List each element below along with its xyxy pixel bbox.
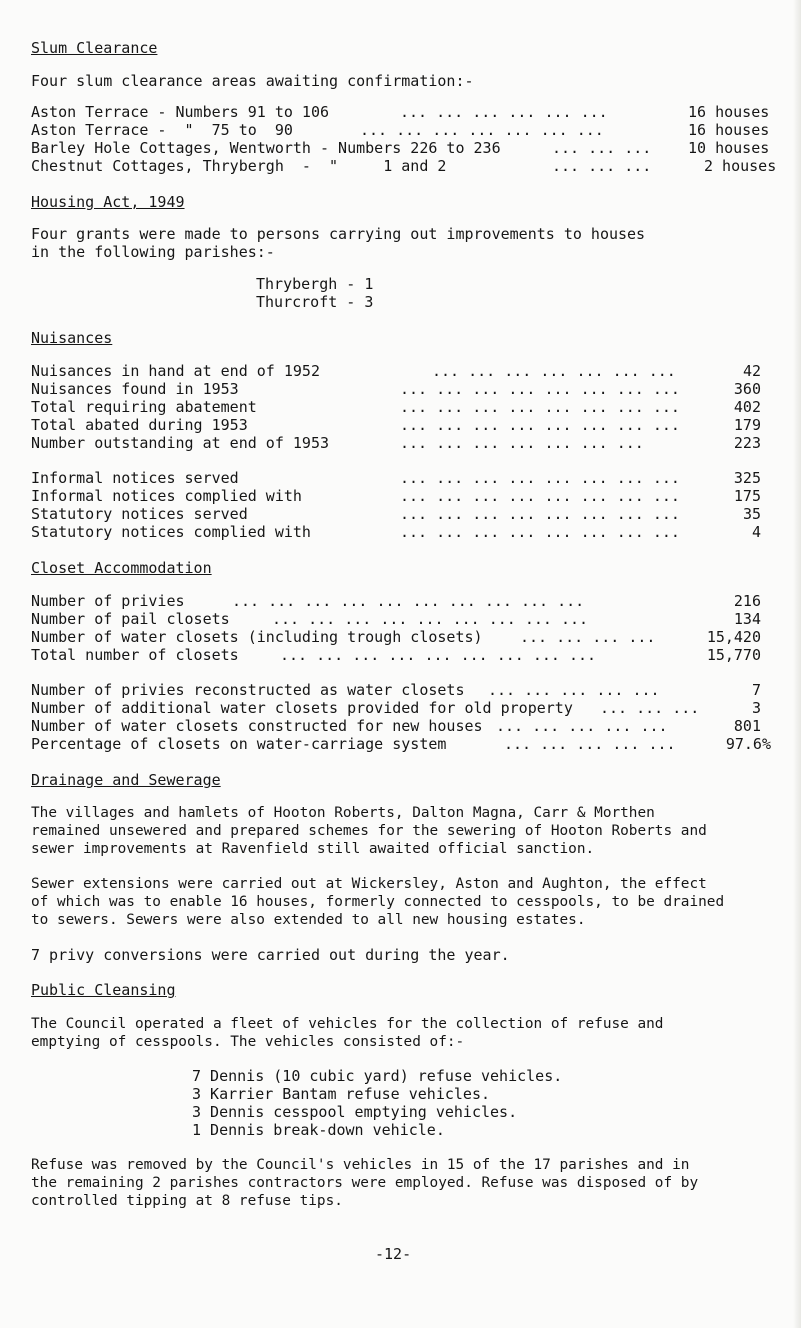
nuisance-label: Total abated during 1953 bbox=[31, 416, 248, 434]
slum-row-value: 16 houses bbox=[688, 103, 770, 121]
nuisance-label: Number outstanding at end of 1953 bbox=[31, 434, 330, 452]
vehicle-list-item: 3 Dennis cesspool emptying vehicles. bbox=[192, 1103, 518, 1121]
leader-dots: ... ... ... ... ... bbox=[504, 735, 676, 753]
slum-row-label: Barley Hole Cottages, Wentworth - Numbers 226 to 236 bbox=[31, 139, 501, 157]
notice-label: Statutory notices complied with bbox=[31, 523, 311, 541]
notice-value: 325 bbox=[733, 469, 761, 487]
vehicle-list-item: 1 Dennis break-down vehicle. bbox=[192, 1121, 445, 1139]
nuisance-label: Total requiring abatement bbox=[31, 398, 257, 416]
leader-dots: ... ... ... ... ... ... ... ... bbox=[400, 487, 680, 505]
notice-value: 4 bbox=[751, 523, 761, 541]
notice-label: Informal notices served bbox=[31, 469, 239, 487]
leader-dots: ... ... ... ... ... ... ... bbox=[360, 121, 604, 139]
page-number: -12- bbox=[375, 1245, 412, 1263]
closet-label: Number of additional water closets provided for old property bbox=[31, 699, 573, 717]
notice-value: 175 bbox=[733, 487, 761, 505]
section-heading-slum-clearance: Slum Clearance bbox=[31, 39, 158, 57]
vehicle-list-item: 7 Dennis (10 cubic yard) refuse vehicles. bbox=[192, 1067, 563, 1085]
housing-para-line: in the following parishes:- bbox=[31, 243, 275, 261]
closet-value: 97.6% bbox=[725, 735, 771, 753]
closet-value: 3 bbox=[751, 699, 761, 717]
section-heading-nuisances: Nuisances bbox=[31, 329, 113, 347]
parish-grant: Thrybergh - 1 bbox=[256, 275, 374, 293]
closet-value: 15,420 bbox=[706, 628, 761, 646]
drainage-para-line: remained unsewered and prepared schemes for the sewering of Hooton Roberts and bbox=[31, 823, 707, 839]
leader-dots: ... ... ... ... ... bbox=[488, 681, 660, 699]
slum-row-value: 16 houses bbox=[688, 121, 770, 139]
leader-dots: ... ... ... ... ... bbox=[496, 717, 668, 735]
closet-label: Percentage of closets on water-carriage system bbox=[31, 735, 447, 753]
leader-dots: ... ... ... ... ... ... ... ... bbox=[400, 398, 680, 416]
leader-dots: ... ... ... ... ... ... ... ... ... bbox=[272, 610, 589, 628]
nuisance-value: 179 bbox=[733, 416, 761, 434]
drainage-para-line: Sewer extensions were carried out at Wickersley, Aston and Aughton, the effect bbox=[31, 876, 707, 892]
leader-dots: ... ... ... ... ... ... ... ... bbox=[400, 505, 680, 523]
closet-label: Number of water closets (including trough closets) bbox=[31, 628, 483, 646]
section-heading-public-cleansing: Public Cleansing bbox=[31, 981, 176, 999]
cleansing-para-line: the remaining 2 parishes contractors were employed. Refuse was disposed of by bbox=[31, 1175, 699, 1191]
drainage-para-line: to sewers. Sewers were also extended to all new housing estates. bbox=[31, 912, 586, 928]
notice-value: 35 bbox=[742, 505, 761, 523]
nuisance-value: 42 bbox=[742, 362, 761, 380]
notice-label: Statutory notices served bbox=[31, 505, 248, 523]
section-heading-closet-accommodation: Closet Accommodation bbox=[31, 559, 212, 577]
slum-row-label: Chestnut Cottages, Thrybergh - " 1 and 2 bbox=[31, 157, 447, 175]
closet-label: Number of pail closets bbox=[31, 610, 230, 628]
drainage-para-line: sewer improvements at Ravenfield still awaited official sanction. bbox=[31, 841, 595, 857]
closet-value: 216 bbox=[733, 592, 761, 610]
cleansing-para-line: emptying of cesspools. The vehicles consisted of:- bbox=[31, 1034, 465, 1050]
closet-label: Number of privies reconstructed as water closets bbox=[31, 681, 465, 699]
nuisance-value: 360 bbox=[733, 380, 761, 398]
leader-dots: ... ... ... ... ... ... ... bbox=[432, 362, 676, 380]
slum-row-label: Aston Terrace - Numbers 91 to 106 bbox=[31, 103, 330, 121]
closet-value: 15,770 bbox=[706, 646, 761, 664]
nuisance-value: 402 bbox=[733, 398, 761, 416]
leader-dots: ... ... ... ... ... ... ... ... bbox=[400, 416, 680, 434]
vehicle-list-item: 3 Karrier Bantam refuse vehicles. bbox=[192, 1085, 491, 1103]
nuisance-label: Nuisances in hand at end of 1952 bbox=[31, 362, 320, 380]
leader-dots: ... ... ... ... ... ... ... bbox=[400, 434, 644, 452]
closet-label: Number of privies bbox=[31, 592, 185, 610]
nuisance-label: Nuisances found in 1953 bbox=[31, 380, 239, 398]
slum-row-label: Aston Terrace - " 75 to 90 bbox=[31, 121, 293, 139]
cleansing-para-line: Refuse was removed by the Council's vehicles in 15 of the 17 parishes and in bbox=[31, 1157, 690, 1173]
drainage-para-line: of which was to enable 16 houses, formerly connected to cesspools, to be drained bbox=[31, 894, 725, 910]
closet-value: 134 bbox=[733, 610, 761, 628]
closet-value: 801 bbox=[733, 717, 761, 735]
leader-dots: ... ... ... ... ... ... ... ... bbox=[400, 523, 680, 541]
leader-dots: ... ... ... ... bbox=[520, 628, 656, 646]
housing-para-line: Four grants were made to persons carrying out improvements to houses bbox=[31, 225, 646, 243]
nuisance-value: 223 bbox=[733, 434, 761, 452]
slum-row-value: 2 houses bbox=[704, 157, 777, 175]
drainage-para-line: The villages and hamlets of Hooton Roberts, Dalton Magna, Carr & Morthen bbox=[31, 805, 655, 821]
leader-dots: ... ... ... bbox=[552, 139, 652, 157]
slum-intro: Four slum clearance areas awaiting confirmation:- bbox=[31, 72, 474, 90]
slum-row-value: 10 houses bbox=[688, 139, 770, 157]
parish-grant: Thurcroft - 3 bbox=[256, 293, 374, 311]
closet-label: Number of water closets constructed for new houses bbox=[31, 717, 483, 735]
section-heading-drainage-and-sewerage: Drainage and Sewerage bbox=[31, 771, 221, 789]
leader-dots: ... ... ... ... ... ... ... ... ... bbox=[280, 646, 597, 664]
cleansing-para-line: controlled tipping at 8 refuse tips. bbox=[31, 1193, 343, 1209]
page-edge-shadow bbox=[793, 0, 801, 1328]
closet-value: 7 bbox=[751, 681, 761, 699]
leader-dots: ... ... ... ... ... ... ... ... ... ... bbox=[232, 592, 585, 610]
cleansing-para-line: The Council operated a fleet of vehicles for the collection of refuse and bbox=[31, 1016, 664, 1032]
leader-dots: ... ... ... ... ... ... ... ... bbox=[400, 469, 680, 487]
leader-dots: ... ... ... ... ... ... ... ... bbox=[400, 380, 680, 398]
leader-dots: ... ... ... bbox=[552, 157, 652, 175]
drainage-para-line: 7 privy conversions were carried out during the year. bbox=[31, 946, 510, 964]
leader-dots: ... ... ... ... ... ... bbox=[400, 103, 608, 121]
closet-label: Total number of closets bbox=[31, 646, 239, 664]
leader-dots: ... ... ... bbox=[600, 699, 700, 717]
notice-label: Informal notices complied with bbox=[31, 487, 302, 505]
section-heading-housing-act: Housing Act, 1949 bbox=[31, 193, 185, 211]
